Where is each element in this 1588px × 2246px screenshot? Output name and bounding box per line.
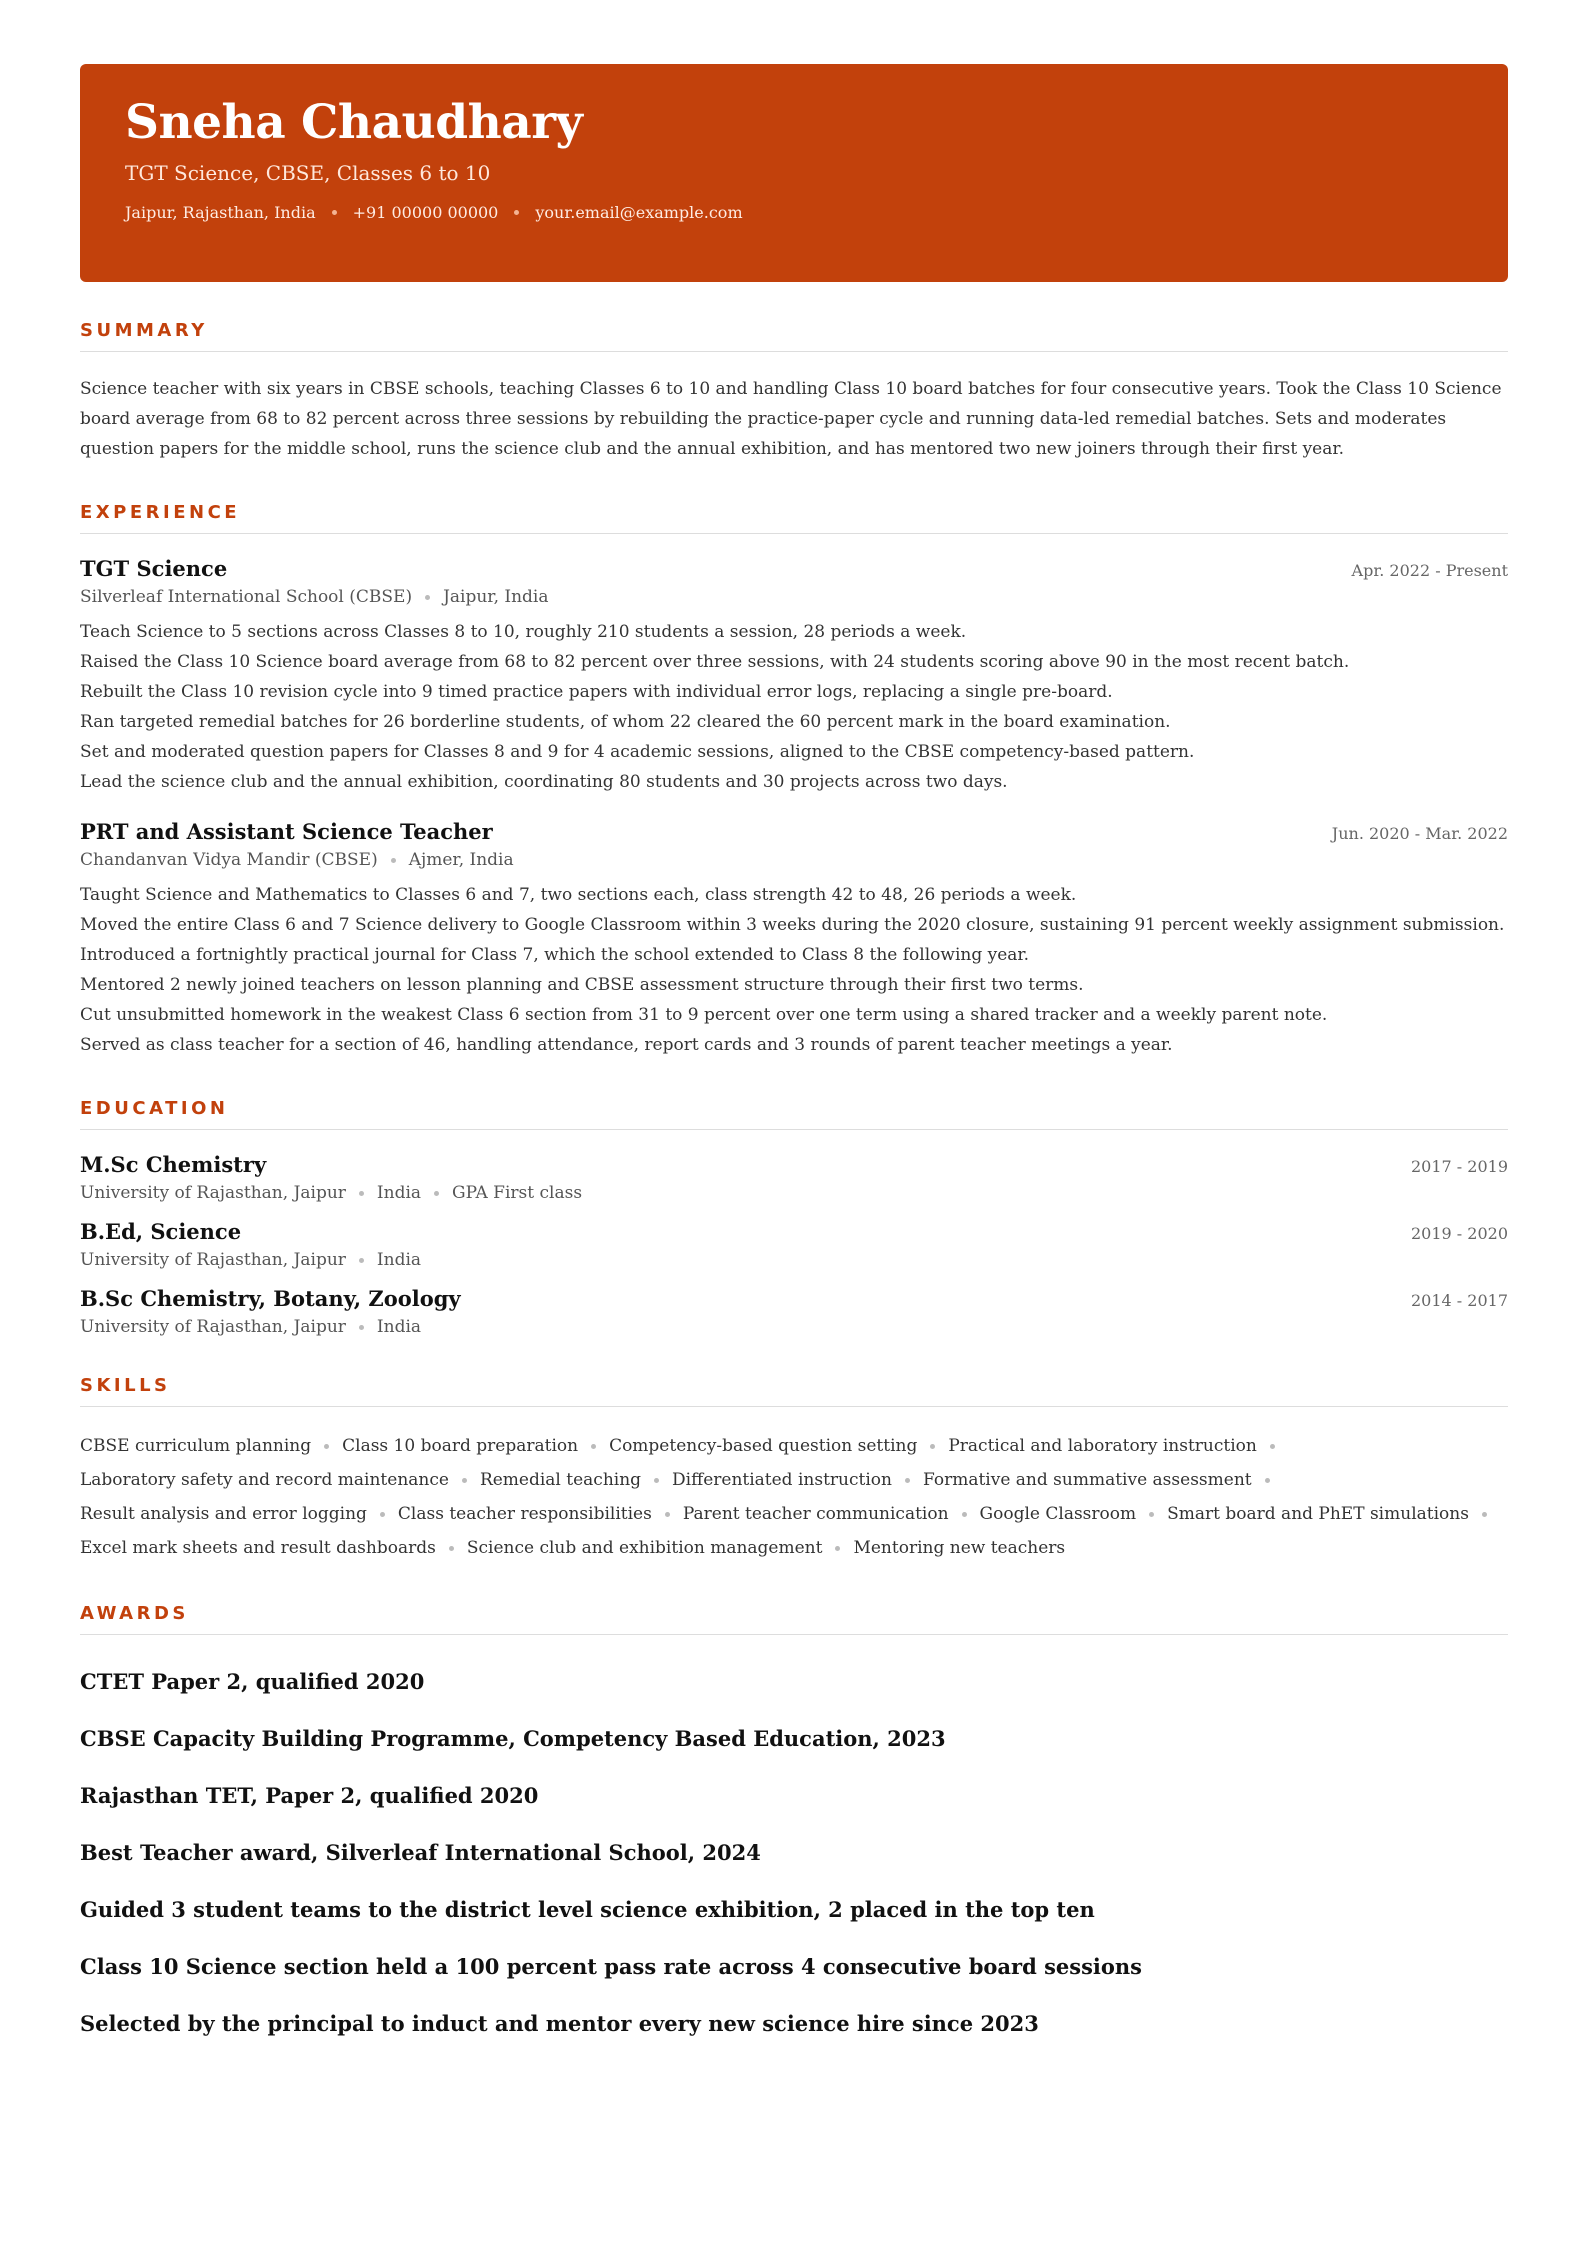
job-location: Ajmer, India [408, 850, 514, 870]
contact-location: Jaipur, Rajasthan, India [125, 202, 316, 222]
summary-text: Science teacher with six years in CBSE schools, teaching Classes 6 to 10 and handling Class 10 board batches for four consecutive years. Took the Class 10 Science board average from 68 to 82 percent across three sessions by rebuilding the practice-paper cycle and running data-led remedial batches. Sets and moderates question papers for the middle school, runs the science club and the annual exhibition, and has mentored two new joiners through their first year. [80, 379, 1502, 459]
skill-item: Parent teacher communication [683, 1497, 980, 1531]
candidate-name: Sneha Chaudhary [125, 95, 583, 150]
achievement-line: Rebuilt the Class 10 revision cycle into 9 timed practice papers with individual error logs, replacing a single pre-board. [80, 682, 1113, 702]
skill-item: Competency-based question setting [609, 1429, 948, 1463]
section-heading-awards: AWARDS [80, 1603, 1508, 1635]
award-item: Guided 3 student teams to the district level science exhibition, 2 placed in the top ten [80, 1897, 1095, 1922]
skill-item: Class teacher responsibilities [398, 1497, 683, 1531]
separator-dot-icon [835, 1546, 840, 1551]
separator-dot-icon [462, 1478, 467, 1483]
separator-dot-icon [930, 1444, 935, 1449]
education-entry [80, 1219, 1508, 1270]
separator-dot-icon [434, 1191, 439, 1196]
awards-list [80, 1653, 1508, 2052]
separator-dot-icon [591, 1444, 596, 1449]
separator-dot-icon [1482, 1512, 1487, 1517]
achievement-line: Raised the Class 10 Science board average from 68 to 82 percent over three sessions, with 24 students scoring above 90 in the most recent batch. [80, 652, 1350, 672]
contact-email[interactable]: your.email@example.com [535, 202, 743, 222]
separator-dot-icon [962, 1512, 967, 1517]
job-location: Jaipur, India [443, 587, 549, 607]
skill-item: Remedial teaching [480, 1463, 672, 1497]
separator-dot-icon [425, 595, 430, 600]
job-dates: Jun. 2020 - Mar. 2022 [1331, 824, 1508, 843]
award-item: Selected by the principal to induct and mentor every new science hire since 2023 [80, 2011, 1039, 2036]
institution-country: India [376, 1183, 422, 1203]
skill-item: Google Classroom [980, 1497, 1168, 1531]
award-item: Best Teacher award, Silverleaf International School, 2024 [80, 1840, 761, 1865]
award-item: Rajasthan TET, Paper 2, qualified 2020 [80, 1783, 539, 1808]
achievement-line: Introduced a fortnightly practical journal for Class 7, which the school extended to Class 8 the following year. [80, 945, 1030, 965]
section-heading-skills: SKILLS [80, 1375, 1508, 1407]
skill-item: Differentiated instruction [672, 1463, 923, 1497]
separator-dot-icon [654, 1478, 659, 1483]
separator-dot-icon [905, 1478, 910, 1483]
achievement-line: Ran targeted remedial batches for 26 borderline students, of whom 22 cleared the 60 percent mark in the board examination. [80, 712, 1171, 732]
achievement-line: Teach Science to 5 sections across Classes 8 to 10, roughly 210 students a session, 28 periods a week. [80, 622, 967, 642]
separator-dot-icon [380, 1512, 385, 1517]
institution-name: University of Rajasthan, Jaipur [80, 1183, 346, 1203]
header-banner [80, 64, 1508, 282]
separator-dot-icon [359, 1258, 364, 1263]
separator-dot-icon [324, 1444, 329, 1449]
award-item: Class 10 Science section held a 100 percent pass rate across 4 consecutive board sessions [80, 1954, 1142, 1979]
skill-item: Class 10 board preparation [342, 1429, 609, 1463]
degree-name: M.Sc Chemistry [80, 1152, 267, 1177]
institution-name: University of Rajasthan, Jaipur [80, 1317, 346, 1337]
institution-country: India [376, 1317, 422, 1337]
separator-dot-icon [1149, 1512, 1154, 1517]
degree-dates: 2019 - 2020 [1410, 1224, 1508, 1243]
skills-section [80, 1375, 1508, 1565]
separator-dot-icon [332, 210, 337, 215]
award-item: CTET Paper 2, qualified 2020 [80, 1669, 425, 1694]
separator-dot-icon [391, 858, 396, 863]
job-organization: Chandanvan Vidya Mandir (CBSE) [80, 850, 378, 870]
job-achievements [80, 880, 1508, 1060]
institution-country: India [376, 1250, 422, 1270]
separator-dot-icon [1270, 1444, 1275, 1449]
skill-item: Excel mark sheets and result dashboards [80, 1531, 467, 1565]
achievement-line: Lead the science club and the annual exhibition, coordinating 80 students and 30 projects across two days. [80, 772, 1008, 792]
skill-item: Practical and laboratory instruction [948, 1429, 1288, 1463]
achievement-line: Taught Science and Mathematics to Classes 6 and 7, two sections each, class strength 42 to 48, 26 periods a week. [80, 885, 1077, 905]
job-dates: Apr. 2022 - Present [1351, 561, 1508, 580]
skill-item: Result analysis and error logging [80, 1497, 398, 1531]
skill-item: Laboratory safety and record maintenance [80, 1463, 480, 1497]
experience-section [80, 502, 1508, 1060]
degree-grade: GPA First class [452, 1183, 583, 1203]
awards-section [80, 1603, 1508, 2052]
job-role: TGT Science [80, 556, 228, 581]
institution-name: University of Rajasthan, Jaipur [80, 1250, 346, 1270]
job-achievements [80, 617, 1508, 797]
degree-name: B.Ed, Science [80, 1219, 242, 1244]
achievement-line: Cut unsubmitted homework in the weakest Class 6 section from 31 to 9 percent over one term using a shared tracker and a weekly parent note. [80, 1005, 1328, 1025]
summary-section [80, 320, 1508, 464]
job-role: PRT and Assistant Science Teacher [80, 819, 493, 844]
separator-dot-icon [514, 210, 519, 215]
achievement-line: Served as class teacher for a section of 46, handling attendance, report cards and 3 rounds of parent teacher meetings a year. [80, 1035, 1173, 1055]
degree-dates: 2014 - 2017 [1410, 1291, 1508, 1310]
contact-row [125, 203, 1463, 222]
education-entry [80, 1152, 1508, 1203]
skill-item: Science club and exhibition management [467, 1531, 854, 1565]
job-organization: Silverleaf International School (CBSE) [80, 587, 413, 607]
contact-phone[interactable]: +91 00000 00000 [352, 202, 499, 222]
section-heading-experience: EXPERIENCE [80, 502, 1508, 534]
achievement-line: Moved the entire Class 6 and 7 Science delivery to Google Classroom within 3 weeks during the 2020 closure, sustaining 91 percent weekly assignment submission. [80, 915, 1505, 935]
skill-item: CBSE curriculum planning [80, 1429, 342, 1463]
section-heading-summary: SUMMARY [80, 320, 1508, 352]
separator-dot-icon [665, 1512, 670, 1517]
skill-item: Formative and summative assessment [923, 1463, 1283, 1497]
achievement-line: Mentored 2 newly joined teachers on lesson planning and CBSE assessment structure through their first two terms. [80, 975, 1084, 995]
education-section [80, 1098, 1508, 1337]
experience-entry [80, 819, 1508, 1060]
candidate-title: TGT Science, CBSE, Classes 6 to 10 [125, 160, 491, 185]
degree-dates: 2017 - 2019 [1410, 1157, 1508, 1176]
skill-item: Mentoring new teachers [853, 1538, 1066, 1558]
separator-dot-icon [449, 1546, 454, 1551]
award-item: CBSE Capacity Building Programme, Competency Based Education, 2023 [80, 1726, 946, 1751]
experience-entry [80, 556, 1508, 797]
section-heading-education: EDUCATION [80, 1098, 1508, 1130]
achievement-line: Set and moderated question papers for Classes 8 and 9 for 4 academic sessions, aligned to the CBSE competency-based pattern. [80, 742, 1195, 762]
education-entry [80, 1286, 1508, 1337]
skills-list [80, 1429, 1508, 1565]
separator-dot-icon [359, 1191, 364, 1196]
separator-dot-icon [1265, 1478, 1270, 1483]
degree-name: B.Sc Chemistry, Botany, Zoology [80, 1286, 461, 1311]
skill-item: Smart board and PhET simulations [1167, 1497, 1500, 1531]
separator-dot-icon [359, 1325, 364, 1330]
